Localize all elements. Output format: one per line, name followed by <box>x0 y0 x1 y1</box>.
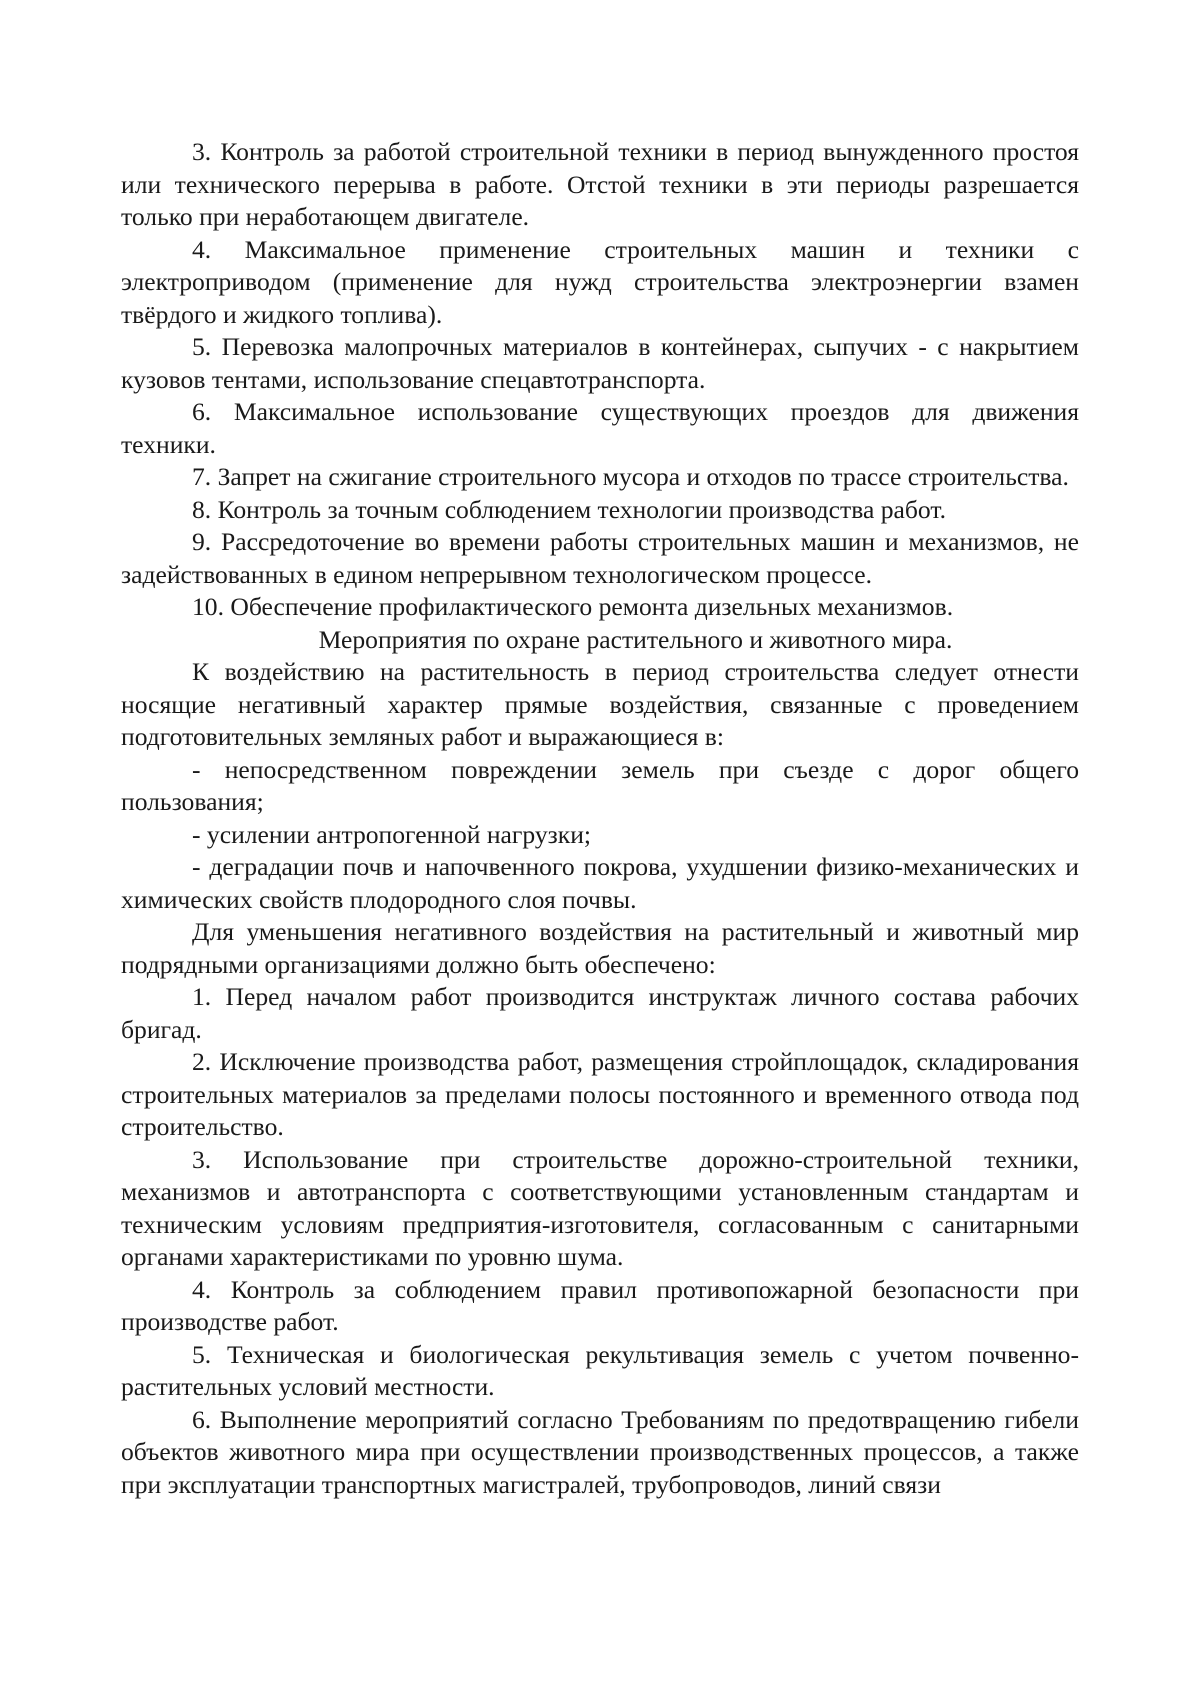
paragraph-item-4: 4. Максимальное применение строительных машин и техники с электроприводом (применение для нужд строительства электроэнергии взамен твёрдого и жидкого топлива). <box>121 234 1079 329</box>
measure-item-4: 4. Контроль за соблюдением правил противопожарной безопасности при производстве работ. <box>121 1274 1079 1336</box>
paragraph-item-8: 8. Контроль за точным соблюдением технологии производства работ. <box>192 494 947 524</box>
document-body <box>121 136 1079 1501</box>
dash-item-land-damage: - непосредственном повреждении земель при съезде с дорог общего пользования; <box>121 754 1079 816</box>
measures-intro-paragraph: Для уменьшения негативного воздействия на растительный и животный мир подрядными организациями должно быть обеспечено: <box>121 917 1079 979</box>
paragraph-item-10: 10. Обеспечение профилактического ремонта дизельных механизмов. <box>192 592 954 621</box>
section-intro-paragraph: К воздействию на растительность в период строительства следует отнести носящие негативный характер прямые воздействия, связанные с проведением подготовительных земляных работ и выражающиеся в: <box>121 657 1079 751</box>
measure-item-5: 5. Техническая и биологическая рекультивация земель с учетом почвенно-растительных условий местности. <box>121 1339 1079 1401</box>
paragraph-item-5: 5. Перевозка малопрочных материалов в контейнерах, сыпучих - с накрытием кузовов тентами, использование спецавтотранспорта. <box>121 332 1079 394</box>
dash-item-anthropogenic-load: - усилении антропогенной нагрузки; <box>192 819 592 849</box>
measure-item-1: 1. Перед началом работ производится инструктаж личного состава рабочих бригад. <box>121 982 1079 1044</box>
measure-item-2: 2. Исключение производства работ, размещения стройплощадок, складирования строительных материалов за пределами полосы постоянного и временного отвода под строительство. <box>121 1047 1079 1141</box>
paragraph-item-3: 3. Контроль за работой строительной техники в период вынужденного простоя или технического перерыва в работе. Отстой техники в эти периоды разрешается только при неработающем двигателе. <box>121 137 1079 231</box>
paragraph-item-6: 6. Максимальное использование существующих проездов для движения техники. <box>121 397 1079 459</box>
paragraph-item-7: 7. Запрет на сжигание строительного мусора и отходов по трассе строительства. <box>192 462 1069 491</box>
section-heading: Мероприятия по охране растительного и животного мира. <box>318 624 953 654</box>
measure-item-6: 6. Выполнение мероприятий согласно Требованиям по предотвращению гибели объектов животного мира при осуществлении производственных процессов, а также при эксплуатации транспортных магистралей, трубопроводов, линий связи <box>121 1404 1079 1499</box>
paragraph-item-9: 9. Рассредоточение во времени работы строительных машин и механизмов, не задействованных в едином непрерывном технологическом процессе. <box>121 527 1079 589</box>
measure-item-3: 3. Использование при строительстве дорожно-строительной техники, механизмов и автотранспорта с соответствующими установленным стандартам и техническим условиям предприятия-изготовителя, согласованным с санитарными органами характеристиками по уровню шума. <box>121 1144 1079 1271</box>
dash-item-soil-degradation: - деградации почв и напочвенного покрова, ухудшении физико-механических и химических свойств плодородного слоя почвы. <box>121 852 1079 914</box>
